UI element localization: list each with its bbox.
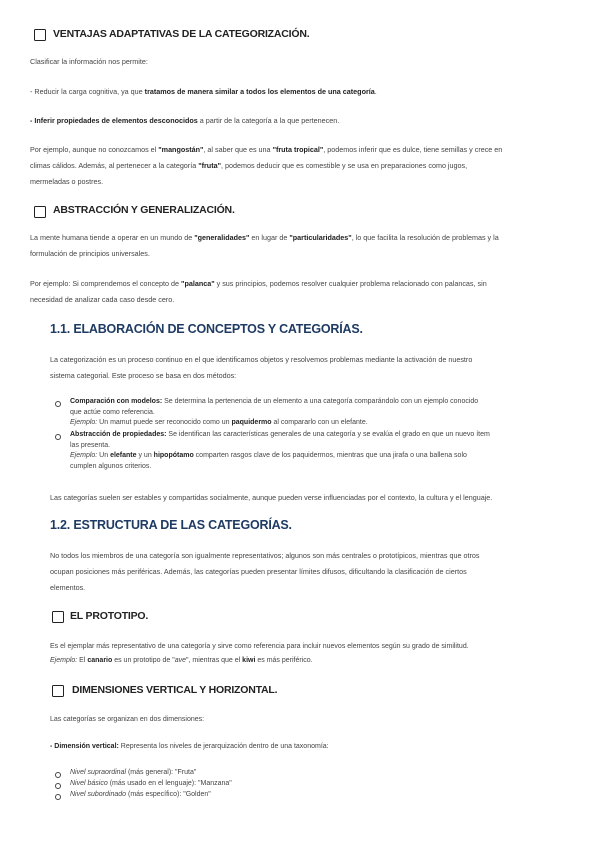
list-item: Abstracción de propiedades: Se identifican las características generales de una categoría y se evalúa el grado en que un nuevo ítem las presenta. Ejemplo: Un elefante y un hipopótamo comparten rasgos clave de los paquidermos, mientras que una jirafa o una ballena solo cumplen algunos criterios. <box>70 431 490 470</box>
section-heading-abstraccion: ABSTRACCIÓN Y GENERALIZACIÓN. <box>53 204 235 216</box>
paragraph: Las categorías suelen ser estables y compartidas socialmente, aunque pueden verse influenciadas por el contexto, la cultura y el lenguaje. <box>50 493 493 502</box>
paragraph: La categorización es un proceso continuo en el que identificamos objetos y resolvemos problemas mediante la activación de nuestro sistema categorial. Este proceso se basa en dos métodos: <box>50 355 473 380</box>
list-item: Nivel básico (más usado en el lenguaje): "Manzana" <box>70 780 232 787</box>
bullet-icon <box>55 783 61 789</box>
section-heading-dimensiones: DIMENSIONES VERTICAL Y HORIZONTAL. <box>72 684 278 696</box>
paragraph: Es el ejemplar más representativo de una categoría y sirve como referencia para incluir nuevos elementos según su grado de similitud. Ejemplo: El canario es un prototipo de "ave", mientras que el kiwi es más periférico. <box>50 643 469 664</box>
section-heading-elaboracion: 1.1. ELABORACIÓN DE CONCEPTOS Y CATEGORÍAS. <box>50 322 363 336</box>
paragraph: Por ejemplo: Si comprendemos el concepto de "palanca" y sus principios, podemos resolver cualquier problema relacionado con palancas, sin necesidad de analizar cada caso desde cero. <box>30 279 487 304</box>
section-heading-estructura: 1.2. ESTRUCTURA DE LAS CATEGORÍAS. <box>50 518 292 532</box>
section-heading-ventajas: VENTAJAS ADAPTATIVAS DE LA CATEGORIZACIÓN. <box>53 28 310 40</box>
bullet-icon <box>55 401 61 407</box>
paragraph: - Inferir propiedades de elementos desconocidos a partir de la categoría a la que pertenecen. <box>30 116 340 125</box>
list-item: Nivel subordinado (más específico): "Golden" <box>70 791 211 798</box>
checkbox-icon <box>34 29 46 41</box>
bullet-icon <box>55 794 61 800</box>
list-item: Nivel supraordinal (más general): "Fruta" <box>70 769 197 776</box>
bullet-icon <box>55 434 61 440</box>
paragraph: - Dimensión vertical: Representa los niveles de jerarquización dentro de una taxonomía: <box>50 743 329 750</box>
checkbox-icon <box>52 685 64 697</box>
checkbox-icon <box>52 611 64 623</box>
section-heading-prototipo: EL PROTOTIPO. <box>70 610 149 622</box>
paragraph: La mente humana tiende a operar en un mundo de "generalidades" en lugar de "particularidades", lo que facilita la resolución de problemas y la formulación de principios universales. <box>30 233 499 258</box>
paragraph: - Reducir la carga cognitiva, ya que tratamos de manera similar a todos los elementos de una categoría. <box>30 87 377 96</box>
paragraph: Las categorías se organizan en dos dimensiones: <box>50 716 205 723</box>
paragraph: No todos los miembros de una categoría son igualmente representativos; algunos son más centrales o prototípicos, mientras que otros ocupan posiciones más periféricas. Además, las categorías pueden presentar límites difusos, dificultando la clasificación de ciertos elementos. <box>50 551 480 592</box>
checkbox-icon <box>34 206 46 218</box>
paragraph: Por ejemplo, aunque no conozcamos el "mangostán", al saber que es una "fruta tropical", podemos inferir que es dulce, tiene semillas y crece en climas cálidos. Además, al pertenecer a la categoría "fruta", podemos deducir que es comestible y se usa en preparaciones como jugos, mermeladas o postres. <box>30 145 503 186</box>
bullet-icon <box>55 772 61 778</box>
paragraph: Clasificar la información nos permite: <box>30 57 148 66</box>
list-item: Comparación con modelos: Se determina la pertenencia de un elemento a una categoría comparándolo con un ejemplo conocido que actúe como referencia. Ejemplo: Un mamut puede ser reconocido como un paquidermo al compararlo con un elefante. <box>70 398 479 426</box>
